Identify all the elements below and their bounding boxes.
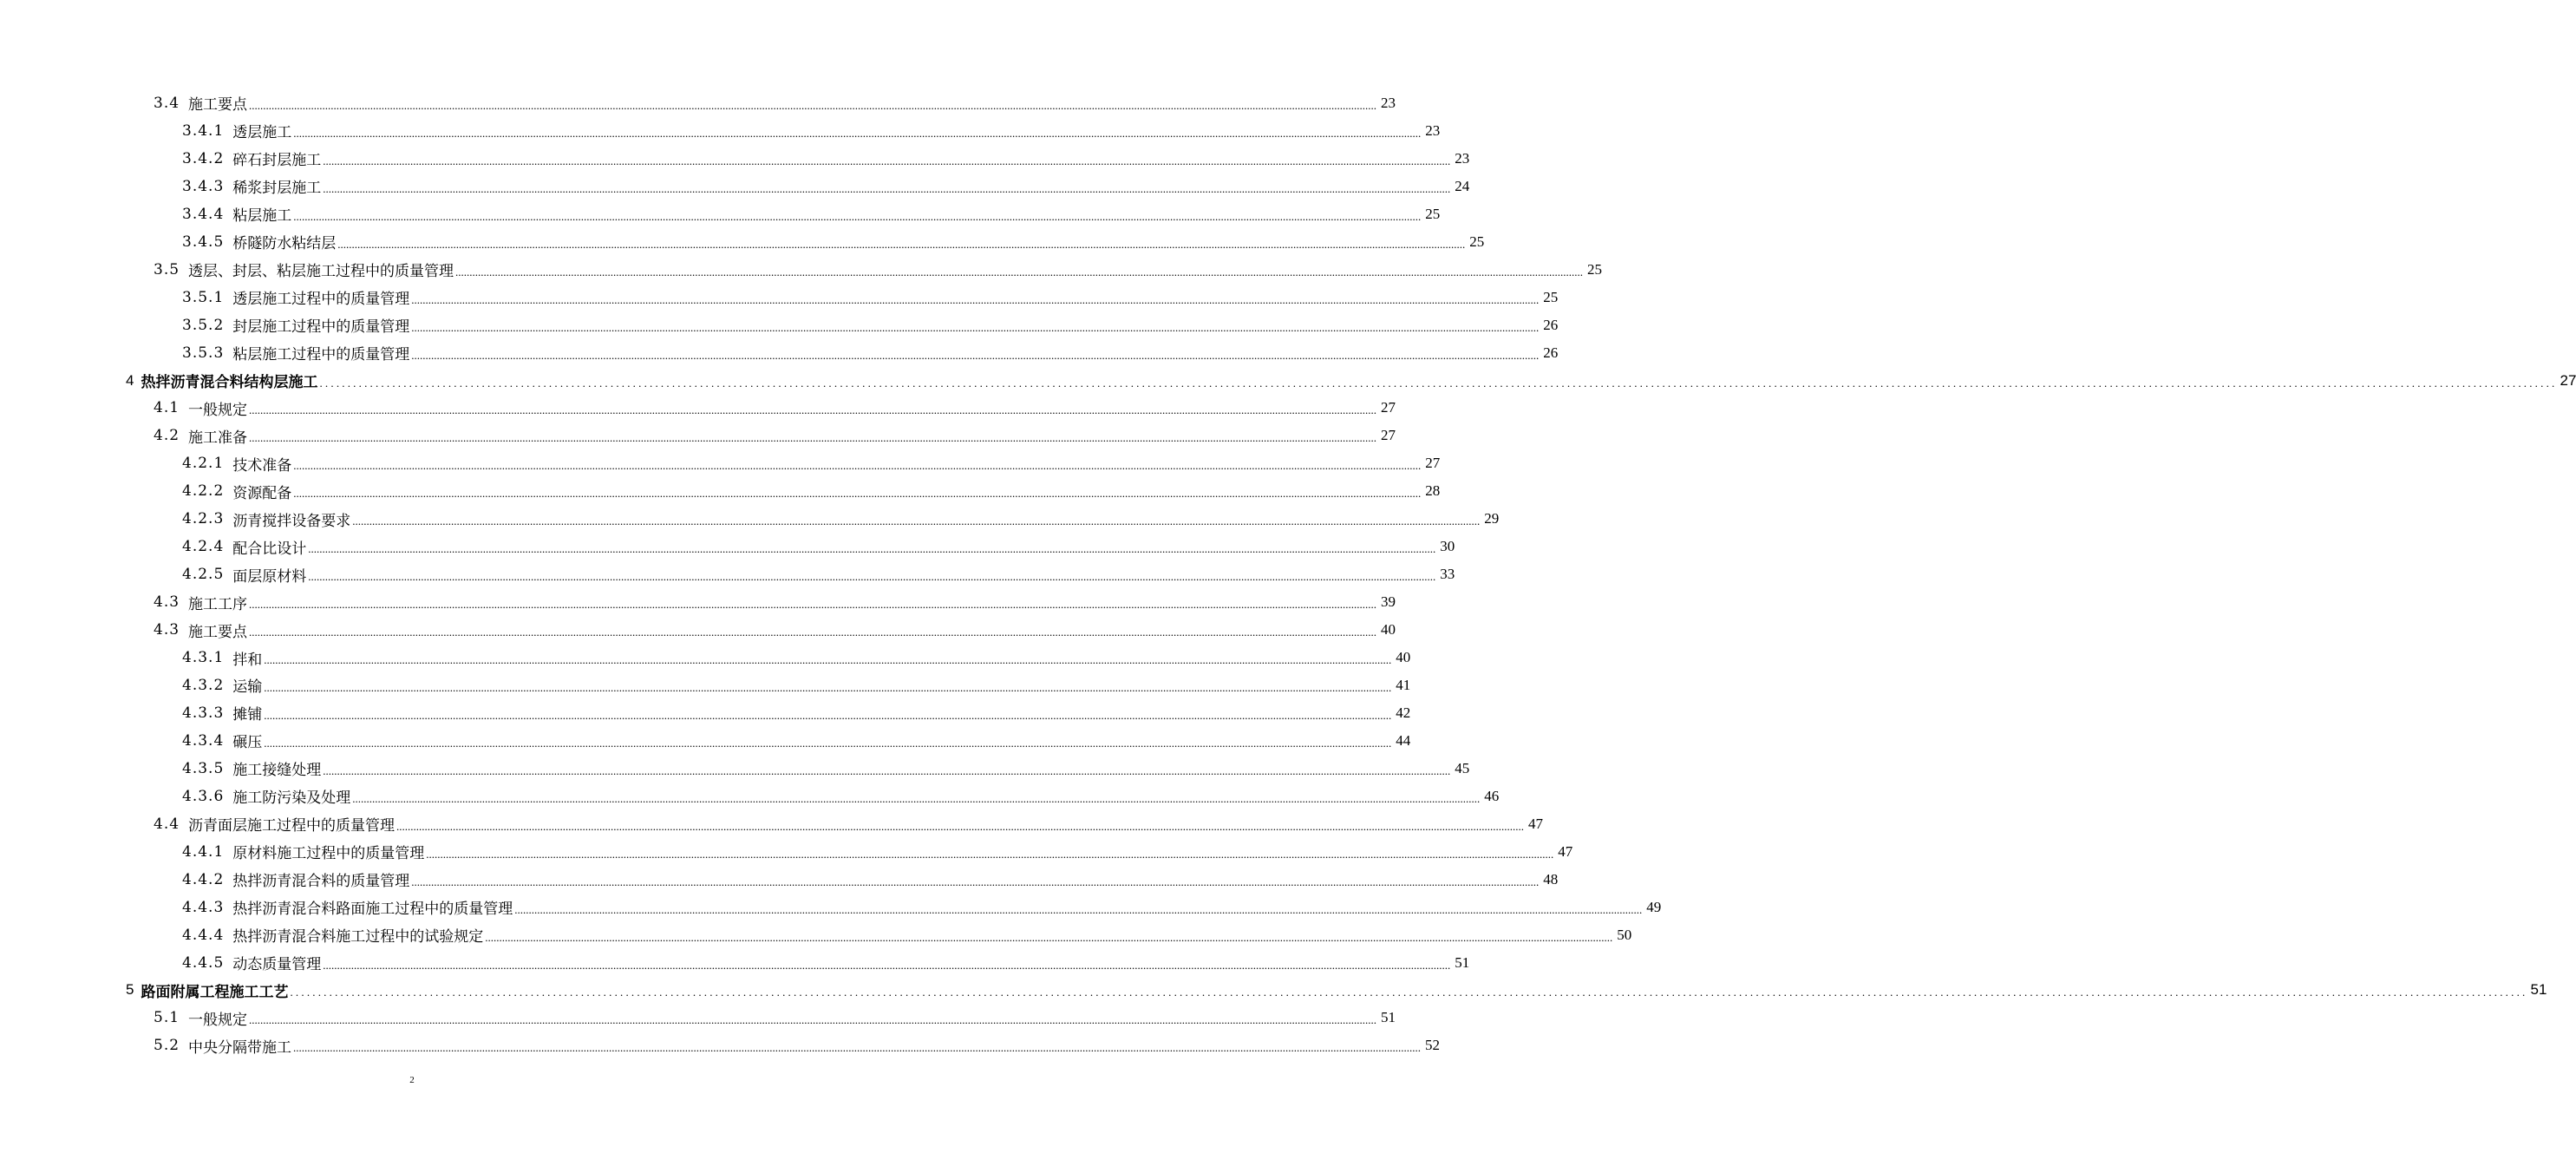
toc-entry-number: 5.1 [154,1009,180,1027]
toc-entry-title: 透层、封层、粘层施工过程中的质量管理 [188,263,454,281]
toc-leader-dots: ................................................................................................................................................................................................................................................................................................................................................................................................................ [323,763,1451,777]
toc-entry-title: 一般规定 [188,1011,248,1029]
toc-leader-dots: ................................................................................................................................................................................................................................................................................................................................................................................................................ [337,237,1466,251]
toc-entry[interactable] [0,560,1455,588]
toc-entry-title: 施工防污染及处理 [232,789,351,808]
toc-entry-page: 25 [1543,288,1559,305]
toc-entry[interactable] [0,977,2547,1005]
toc-entry[interactable] [0,755,1470,783]
toc-entry-number: 3.4.4 [182,205,225,223]
toc-entry-number: 3.4.2 [182,149,225,167]
toc-leader-dots: ................................................................................................................................................................................................................................................................................................................................................................................................................ [293,459,1422,473]
toc-entry-page: 52 [1425,1037,1441,1054]
toc-entry[interactable] [0,173,1470,200]
toc-entry-title: 透层施工过程中的质量管理 [232,291,410,309]
toc-entry-page: 51 [1455,953,1470,971]
toc-entry-number: 4.2.5 [182,566,225,584]
toc-entry-title: 面层原材料 [232,567,307,586]
toc-entry-page: 23 [1381,94,1396,111]
toc-entry-page: 47 [1558,842,1573,860]
toc-entry-number: 4.2 [154,427,180,445]
toc-entry[interactable] [0,477,1441,505]
toc-entry-number: 4.4.1 [182,842,225,861]
toc-entry-title: 热拌沥青混合料结构层施工 [141,374,318,391]
toc-entry-page: 51 [2530,981,2547,999]
toc-leader-dots: ................................................................................................................................................................................................................................................................................................................................................................................................................ [411,874,1540,888]
toc-entry-number: 4.2.4 [182,538,225,556]
toc-entry-page: 25 [1587,260,1603,278]
toc-leader-dots: ................................................................................................................................................................................................................................................................................................................................................................................................................ [319,376,2558,390]
toc-entry-title: 中央分隔带施工 [188,1038,292,1057]
toc-entry[interactable] [0,866,1559,894]
toc-entry-number: 4.3.1 [182,649,225,667]
toc-entry-number: 4 [126,371,134,389]
toc-entry-page: 33 [1440,566,1455,583]
toc-entry[interactable] [0,367,2576,395]
toc-entry-page: 25 [1469,233,1485,250]
toc-entry[interactable] [0,949,1470,977]
toc-entry-title: 一般规定 [188,401,248,419]
toc-entry-number: 4.3.3 [182,704,225,722]
toc-entry-number: 4.3 [154,621,180,639]
toc-entry-page: 28 [1425,482,1441,500]
toc-entry-page: 30 [1440,538,1455,555]
toc-entry[interactable] [0,838,1573,866]
toc-leader-dots: ................................................................................................................................................................................................................................................................................................................................................................................................................ [293,126,1422,140]
toc-leader-dots: ................................................................................................................................................................................................................................................................................................................................................................................................................ [264,736,1392,750]
toc-entry-title: 透层施工 [232,124,292,142]
toc-entry[interactable] [0,1032,1441,1059]
toc-entry-number: 4.2.2 [182,482,225,501]
toc-entry-title: 拌和 [232,651,263,669]
toc-entry-title: 施工要点 [188,96,248,115]
toc-leader-dots: ................................................................................................................................................................................................................................................................................................................................................................................................................ [293,487,1422,501]
toc-entry-page: 40 [1396,649,1411,666]
table-of-contents [0,89,2576,1059]
toc-entry-number: 5.2 [154,1037,180,1055]
toc-entry[interactable] [0,921,1632,949]
toc-leader-dots: ................................................................................................................................................................................................................................................................................................................................................................................................................ [293,1041,1422,1055]
toc-leader-dots: ................................................................................................................................................................................................................................................................................................................................................................................................................ [264,708,1392,722]
toc-entry-number: 4.3 [154,593,180,612]
toc-entry[interactable] [0,783,1500,810]
toc-entry-title: 热拌沥青混合料的质量管理 [232,873,410,891]
toc-entry-title: 路面附属工程施工工艺 [141,983,289,1001]
toc-entry[interactable] [0,616,1396,644]
toc-entry-page: 27 [1381,427,1396,444]
toc-leader-dots: ................................................................................................................................................................................................................................................................................................................................................................................................................ [455,265,1584,278]
toc-entry-page: 47 [1528,815,1544,832]
toc-entry[interactable] [0,311,1559,339]
toc-entry[interactable] [0,894,1662,921]
toc-entry[interactable] [0,671,1411,699]
toc-entry-number: 3.4 [154,94,180,112]
toc-entry-title: 热拌沥青混合料路面施工过程中的质量管理 [232,901,513,919]
toc-entry[interactable] [0,449,1441,477]
toc-entry-number: 4.4.5 [182,953,225,972]
toc-entry-number: 4.4.2 [182,870,225,888]
toc-entry-title: 资源配备 [232,484,292,502]
toc-leader-dots: ................................................................................................................................................................................................................................................................................................................................................................................................................ [396,819,1525,833]
toc-entry-title: 动态质量管理 [232,956,322,974]
toc-entry-page: 40 [1381,621,1396,639]
toc-entry-page: 24 [1455,177,1470,194]
toc-entry-title: 运输 [232,678,263,697]
toc-entry-title: 摊铺 [232,706,263,724]
toc-entry[interactable] [0,200,1441,228]
toc-leader-dots: ................................................................................................................................................................................................................................................................................................................................................................................................................ [290,986,2528,999]
toc-entry[interactable] [0,145,1470,173]
toc-entry-title: 热拌沥青混合料施工过程中的试验规定 [232,928,484,947]
toc-entry-page: 50 [1617,926,1632,943]
toc-entry-title: 原材料施工过程中的质量管理 [232,845,425,863]
toc-entry-number: 4.3.6 [182,787,225,805]
toc-entry-page: 25 [1425,205,1441,222]
toc-entry-title: 技术准备 [232,456,292,475]
toc-entry-page: 51 [1381,1009,1396,1026]
toc-entry-number: 3.5.3 [182,344,225,362]
toc-leader-dots: ................................................................................................................................................................................................................................................................................................................................................................................................................ [514,902,1643,916]
toc-entry-number: 3.4.3 [182,177,225,195]
toc-entry-title: 桥隧防水粘结层 [232,235,337,253]
toc-leader-dots: ................................................................................................................................................................................................................................................................................................................................................................................................................ [485,930,1613,944]
toc-entry-title: 碎石封层施工 [232,152,322,170]
toc-leader-dots: ................................................................................................................................................................................................................................................................................................................................................................................................................ [323,958,1451,972]
toc-entry[interactable] [0,117,1441,145]
toc-entry-number: 4.2.3 [182,510,225,528]
toc-leader-dots: ................................................................................................................................................................................................................................................................................................................................................................................................................ [249,1013,1377,1027]
toc-entry-page: 48 [1543,870,1559,888]
toc-entry-title: 碾压 [232,734,263,752]
toc-entry-page: 27 [2560,371,2576,389]
toc-entry-page: 46 [1484,787,1500,804]
toc-entry-number: 4.2.1 [182,455,225,473]
toc-entry-page: 27 [1425,455,1441,472]
toc-leader-dots: ................................................................................................................................................................................................................................................................................................................................................................................................................ [249,626,1377,639]
toc-entry-page: 23 [1425,121,1441,139]
toc-entry-page: 44 [1396,731,1411,749]
toc-leader-dots: ................................................................................................................................................................................................................................................................................................................................................................................................................ [308,542,1436,556]
toc-leader-dots: ................................................................................................................................................................................................................................................................................................................................................................................................................ [411,292,1540,306]
toc-entry[interactable] [0,394,1396,422]
toc-entry-number: 4.4.4 [182,926,225,944]
page-number: 2 [409,1075,415,1085]
toc-entry-number: 5 [126,981,134,999]
toc-entry[interactable] [0,1004,1396,1032]
toc-entry-page: 26 [1543,316,1559,333]
toc-leader-dots: ................................................................................................................................................................................................................................................................................................................................................................................................................ [249,403,1377,417]
toc-entry[interactable] [0,339,1559,367]
toc-entry-number: 4.4.3 [182,898,225,916]
toc-entry[interactable] [0,284,1559,311]
toc-entry-title: 粘层施工过程中的质量管理 [232,346,410,364]
toc-leader-dots: ................................................................................................................................................................................................................................................................................................................................................................................................................ [293,209,1422,223]
toc-entry-number: 3.5.2 [182,316,225,334]
toc-entry-number: 4.1 [154,399,180,417]
toc-entry-number: 4.4 [154,815,180,833]
toc-leader-dots: ................................................................................................................................................................................................................................................................................................................................................................................................................ [249,98,1377,112]
toc-entry-page: 49 [1646,898,1662,915]
toc-entry-title: 配合比设计 [232,540,307,558]
toc-entry[interactable] [0,810,1544,838]
toc-entry[interactable] [0,533,1455,560]
toc-entry-number: 3.5 [154,260,180,278]
toc-entry-number: 4.3.5 [182,759,225,777]
toc-entry-title: 施工要点 [188,623,248,641]
toc-entry[interactable] [0,422,1396,449]
toc-entry-number: 3.4.5 [182,233,225,251]
toc-leader-dots: ................................................................................................................................................................................................................................................................................................................................................................................................................ [249,598,1377,612]
toc-leader-dots: ................................................................................................................................................................................................................................................................................................................................................................................................................ [352,791,1481,805]
toc-entry-title: 沥青搅拌设备要求 [232,512,351,530]
toc-entry[interactable] [0,644,1411,671]
toc-entry[interactable] [0,228,1485,256]
toc-entry[interactable] [0,89,1396,117]
toc-leader-dots: ................................................................................................................................................................................................................................................................................................................................................................................................................ [323,154,1451,167]
toc-leader-dots: ................................................................................................................................................................................................................................................................................................................................................................................................................ [411,320,1540,334]
toc-entry-number: 3.4.1 [182,121,225,140]
toc-entry-page: 41 [1396,676,1411,693]
toc-entry-page: 23 [1455,149,1470,167]
toc-entry[interactable] [0,699,1411,727]
toc-leader-dots: ................................................................................................................................................................................................................................................................................................................................................................................................................ [352,514,1481,528]
toc-entry-title: 粘层施工 [232,207,292,226]
toc-entry-title: 施工接缝处理 [232,762,322,780]
toc-entry[interactable] [0,588,1396,616]
toc-entry-title: 施工工序 [188,595,248,613]
toc-leader-dots: ................................................................................................................................................................................................................................................................................................................................................................................................................ [308,570,1436,584]
toc-entry-page: 27 [1381,399,1396,416]
toc-entry[interactable] [0,505,1500,533]
toc-entry-title: 施工准备 [188,429,248,447]
toc-entry-number: 4.3.4 [182,731,225,750]
toc-entry-page: 26 [1543,344,1559,361]
toc-entry-page: 39 [1381,593,1396,611]
toc-entry-title: 封层施工过程中的质量管理 [232,318,410,337]
toc-leader-dots: ................................................................................................................................................................................................................................................................................................................................................................................................................ [264,653,1392,667]
toc-entry-title: 稀浆封层施工 [232,180,322,198]
toc-entry[interactable] [0,256,1603,284]
toc-entry[interactable] [0,727,1411,755]
toc-leader-dots: ................................................................................................................................................................................................................................................................................................................................................................................................................ [249,431,1377,445]
toc-leader-dots: ................................................................................................................................................................................................................................................................................................................................................................................................................ [411,348,1540,362]
toc-leader-dots: ................................................................................................................................................................................................................................................................................................................................................................................................................ [264,680,1392,694]
toc-entry-number: 4.3.2 [182,676,225,694]
toc-entry-page: 42 [1396,704,1411,721]
toc-entry-page: 45 [1455,759,1470,776]
toc-entry-title: 沥青面层施工过程中的质量管理 [188,817,396,835]
toc-entry-number: 3.5.1 [182,288,225,306]
toc-leader-dots: ................................................................................................................................................................................................................................................................................................................................................................................................................ [426,847,1554,861]
toc-entry-page: 29 [1484,510,1500,527]
toc-leader-dots: ................................................................................................................................................................................................................................................................................................................................................................................................................ [323,181,1451,195]
